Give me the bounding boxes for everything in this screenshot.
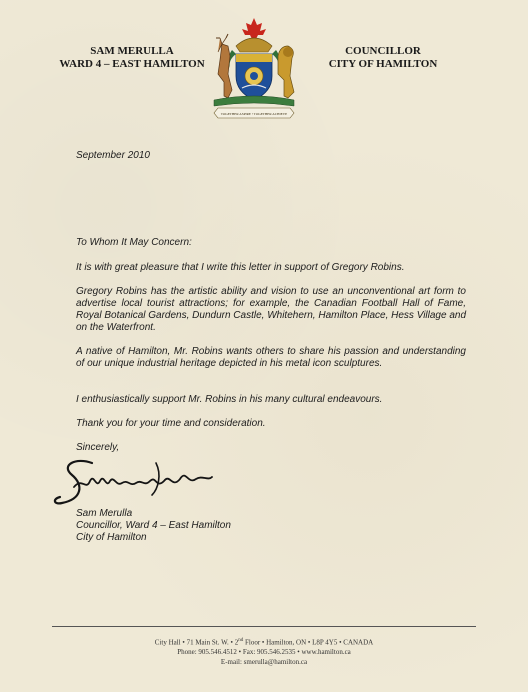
letter-paragraph-4: I enthusiastically support Mr. Robins in his many cultural endeavours. xyxy=(76,394,383,405)
letter-paragraph-2: Gregory Robins has the artistic ability and vision to use an unconventional art form to advertise local tourist attractions; for example, the Canadian Football Hall of Fame, Royal Botanical Gardens, Dundurn Castle, Whitehern, Hamilton Place, Hess Village and on the Waterfront. xyxy=(76,286,467,333)
footer-divider xyxy=(52,626,476,627)
letter-footer xyxy=(60,636,468,667)
crest-motto: TOGETHER ASPIRE • TOGETHER ACHIEVE xyxy=(220,112,288,116)
letter-closing: Sincerely, xyxy=(76,442,120,453)
signature-block xyxy=(76,508,231,544)
councillor-name: SAM MERULLA xyxy=(90,45,174,57)
footer-email: E-mail: smerulla@hamilton.ca xyxy=(220,658,308,667)
letterhead-left xyxy=(52,45,212,71)
letter-paragraph-3: A native of Hamilton, Mr. Robins wants others to share his passion and understanding of our unique industrial heritage depicted in his metal icon sculptures. xyxy=(76,346,466,369)
letter-paragraph-1: It is with great pleasure that I write this letter in support of Gregory Robins. xyxy=(76,262,405,273)
footer-address: City Hall • 71 Main St. W. • 2nd Floor • Hamilton, ON • L8P 4Y5 • CANADA xyxy=(154,638,374,647)
signer-title: Councillor, Ward 4 – East Hamilton xyxy=(76,520,231,531)
councillor-title: COUNCILLOR xyxy=(345,45,421,57)
signer-organization: City of Hamilton xyxy=(76,532,147,543)
letter-paragraph-5: Thank you for your time and consideration. xyxy=(76,418,266,429)
letterhead-right xyxy=(300,45,466,71)
letter-date: September 2010 xyxy=(76,150,150,161)
signer-name: Sam Merulla xyxy=(76,508,133,519)
letter-salutation: To Whom It May Concern: xyxy=(76,237,192,248)
city-coat-of-arms-icon xyxy=(206,16,302,120)
footer-contact: Phone: 905.546.4512 • Fax: 905.546.2535 • www.hamilton.ca xyxy=(177,648,351,657)
city-name: CITY OF HAMILTON xyxy=(328,58,438,70)
ward-name: WARD 4 – EAST HAMILTON xyxy=(59,58,205,70)
handwritten-signature-icon xyxy=(52,455,222,511)
